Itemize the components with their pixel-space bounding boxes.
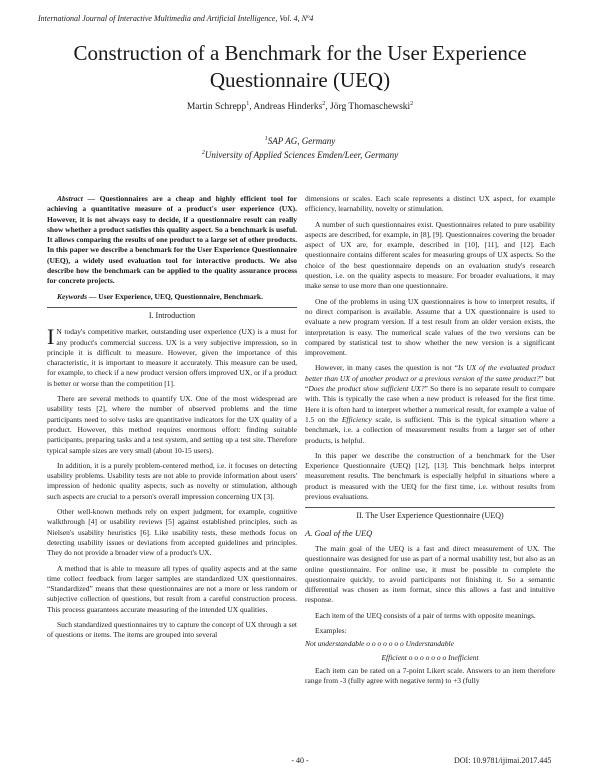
title-line-2: Questionnaire (UEQ): [209, 68, 391, 92]
author-1-sup: 1: [246, 100, 250, 107]
affiliation-2-text: University of Applied Sciences Emden/Leer, Germany: [204, 150, 399, 160]
intro-paragraph-1-text: N today's competitive market, outstanding user experience (UX) is a must for any product's commercial success. UX is a very subjective impression, so in principle it is difficult to measure. However, given the importance of this characteristic, it is important to measure it accurately. This measure can be used, for example, to check if a new product version offers improved UX, or if a product is better or worse than the competition [1].: [47, 327, 297, 388]
affiliation-1-sup: 1: [264, 136, 268, 142]
right-paragraph-3: One of the problems in using UX questionnaires is how to interpret results, if no direct comparison is available. Assume that a UX questionnaire is used to evaluate a new program version. If a test result from an older version exists, the interpretation is easy. The numerical scale values of the two versions can be compared by statistical test to show whether the new version is a significant improvement.: [305, 296, 555, 358]
author-1: Martin Schrepp: [186, 102, 247, 112]
keywords-label: Keywords: [57, 291, 87, 301]
right-paragraph-8: Each item can be rated on a 7-point Likert scale. Answers to an item therefore range from -3 (fully agree with negative term) to +3 (fully: [305, 665, 555, 686]
right-paragraph-5: In this paper we describe the construction of a benchmark for the User Experience Questionnaire (UEQ) [12], [13]. This benchmark helps interpret measurement results. The benchmark is especially helpful in situations where a product is measured with the UEQ for the first time, i.e. without results from previous evaluations.: [305, 450, 555, 502]
title-line-1: Construction of a Benchmark for the User Experience: [73, 41, 527, 65]
section-introduction-heading: I. Introduction: [47, 307, 297, 321]
right-paragraph-6: The main goal of the UEQ is a fast and direct measurement of UX. The questionnaire was designed for use as part of a normal usability test, but also as an online questionnaire. For online use, it must be possible to complete the questionnaire quickly, to avoid participants not finishing it. So a semantic differential was chosen as item format, since this allows a fast and intuitive response.: [305, 543, 555, 605]
doi: DOI: 10.9781/ijimai.2017.445: [454, 756, 552, 765]
keywords: [47, 292, 297, 302]
intro-paragraph-3: In addition, it is a purely problem-centered method, i.e. it focuses on detecting usability problems. Usability tests are not able to provide information about users' impression of hedonic quality aspects, such as novelty or stimulation, although such aspects are crucial to a person's overall impression concerning UX [3].: [47, 460, 297, 501]
example-item-2: Efficient o o o o o o o Inefficient: [381, 652, 479, 662]
left-column: [47, 194, 297, 646]
intro-paragraph-4: Other well-known methods rely on expert judgment, for example, cognitive walkthrough [4] or usability reviews [5] against established principles, such as Nielsen's usability heuristics [6]. Like usability tests, these methods focus on detecting usability issues or deviations from accepted guidelines and principles. They do not provide a broader view of a product's UX.: [47, 507, 297, 558]
journal-header: International Journal of Interactive Multimedia and Artificial Intelligence, Vol. 4, Nº4: [38, 14, 314, 23]
intro-paragraph-1: [47, 324, 297, 389]
authors: [0, 102, 600, 112]
intro-paragraph-6: Such standardized questionnaires try to capture the concept of UX through a set of questions or items. The items are grouped into several: [47, 619, 297, 640]
author-3-sup: 2: [410, 100, 414, 107]
author-2: , Andreas Hinderks: [249, 102, 323, 112]
affiliation-1-text: SAP AG, Germany: [267, 136, 336, 146]
rp4-g: scale, is sufficient. This is the typical situation where a benchmark, i.e. a collection of measurement results from a larger set of other products, is helpful.: [305, 414, 555, 445]
author-3: , Jörg Thomaschewski: [325, 102, 411, 112]
affiliation-2-sup: 2: [201, 150, 205, 156]
keywords-text: — User Experience, UEQ, Questionnaire, Benchmark.: [87, 291, 263, 301]
right-paragraph-2: A number of such questionnaires exist. Questionnaires related to pure usability aspects are described, for example, in [8], [9]. Questionnaires covering the broader aspect of UX are, for example, described in [10], [11], and [12]. Each questionnaire contains different scales for measuring groups of UX aspects. So the choice of the best questionnaire depends on an evaluation study's research question, i.e. on the quality aspects to measure. For broader evaluations, it may make sense to use more than one questionnaire.: [305, 219, 555, 291]
rp4-question-1: Is UX of the evaluated product better than UX of another product or a previous version of the same product?: [305, 363, 555, 383]
abstract: [47, 194, 297, 287]
drop-cap: I: [47, 324, 55, 350]
examples-label: Examples:: [315, 625, 347, 635]
rp4-e: ” So there is no separate result to compare with. This is typically the case when a new product is released for the first time. Here it is often hard to interpret whether a numerical result, for example a value of 1.5 on the: [305, 384, 556, 424]
rp4-a: However, in many cases the question is not “: [315, 363, 458, 373]
author-2-sup: 2: [322, 100, 326, 107]
rp4-efficiency: Efficiency: [341, 414, 372, 424]
section-ueq-heading: II. The User Experience Questionnaire (UEQ): [305, 507, 555, 521]
right-paragraph-1: dimensions or scales. Each scale represents a distinct UX aspect, for example efficiency, learnability, novelty or stimulation.: [305, 194, 555, 214]
subsection-goal-heading: A. Goal of the UEQ: [305, 527, 373, 538]
rp4-question-2: Does the product show sufficient UX?: [308, 384, 425, 394]
right-paragraph-4: [305, 363, 555, 445]
intro-paragraph-5: A method that is able to measure all types of quality aspects and at the same time collect feedback from larger samples are standardized UX questionnaires. “Standardized” means that these questionnaires are not a more or less random or subjective collection of questions, but result from a careful construction process. This process guarantees accurate measuring of the intended UX qualities.: [47, 563, 297, 614]
page-number: - 40 -: [291, 756, 309, 765]
affiliation-2: [0, 150, 600, 160]
rp4-c: ” but “: [305, 373, 555, 394]
abstract-label: Abstract: [57, 194, 83, 203]
abstract-text: — Questionnaires are a cheap and highly efficient tool for achieving a quantitative measure of a product's user experience (UX). However, it is not always easy to decide, if a questionnaire result can really show whether a product satisfies this quality aspect. So a benchmark is useful. It allows comparing the results of one product to a large set of other products. In this paper we describe a benchmark for the User Experience Questionnaire (UEQ), a widely used evaluation tool for interactive products. We also describe how the benchmark can be applied to the quality assurance process for concrete projects.: [47, 194, 297, 286]
intro-paragraph-2: There are several methods to quantify UX. One of the most widespread are usability tests [2], where the number of observed problems and the time participants need to solve tasks are quantitative indicators for the UX quality of a product. However, this method requires enormous effort: finding suitable participants, preparing tasks and a test system, and setting up a test site. Therefore typical sample sizes are very small (about 10-15 users).: [47, 394, 297, 455]
right-column: [305, 194, 555, 691]
affiliation-1: [0, 136, 600, 146]
example-item-1: Not understandable o o o o o o o Understandable: [305, 639, 454, 649]
paper-title: [30, 40, 570, 94]
right-paragraph-7: Each item of the UEQ consists of a pair of terms with opposite meanings.: [315, 610, 536, 620]
